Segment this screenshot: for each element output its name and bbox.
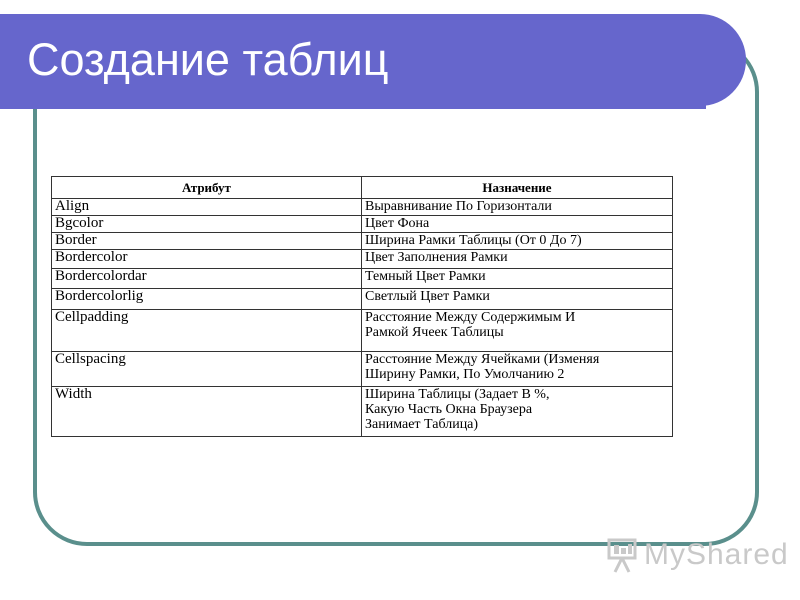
- watermark: [606, 536, 789, 576]
- attribute-cell: Border: [52, 233, 362, 250]
- purpose-cell: Темный Цвет Рамки: [362, 269, 673, 289]
- table-row: [52, 269, 673, 289]
- column-header-attribute: Атрибут: [52, 177, 362, 199]
- purpose-cell: Цвет Заполнения Рамки: [362, 250, 673, 269]
- purpose-cell: Расстояние Между Содержимым И Рамкой Ячеек Таблицы: [362, 310, 673, 352]
- purpose-cell: Выравнивание По Горизонтали: [362, 199, 673, 216]
- purpose-cell: Светлый Цвет Рамки: [362, 289, 673, 310]
- attribute-cell: Bordercolordar: [52, 269, 362, 289]
- watermark-text: MyShared: [644, 538, 789, 571]
- attributes-table: [51, 176, 673, 437]
- table-row: [52, 199, 673, 216]
- attribute-cell: Bordercolor: [52, 250, 362, 269]
- table-row: [52, 387, 673, 437]
- attribute-cell: Width: [52, 387, 362, 437]
- table-header-row: [52, 177, 673, 199]
- table-row: [52, 289, 673, 310]
- attribute-cell: Bordercolorlig: [52, 289, 362, 310]
- attribute-cell: Cellpadding: [52, 310, 362, 352]
- slide-title: Создание таблиц: [27, 34, 389, 85]
- attribute-cell: Cellspacing: [52, 352, 362, 387]
- column-header-purpose: Назначение: [362, 177, 673, 199]
- table-row: [52, 310, 673, 352]
- table-row: [52, 352, 673, 387]
- purpose-cell: Расстояние Между Ячейками (Изменяя Ширину Рамки, По Умолчанию 2: [362, 352, 673, 387]
- purpose-cell: Ширина Таблицы (Задает В %, Какую Часть Окна Браузера Занимает Таблица): [362, 387, 673, 437]
- table-row: [52, 250, 673, 269]
- purpose-cell: Ширина Рамки Таблицы (От 0 До 7): [362, 233, 673, 250]
- presentation-board-icon: [606, 536, 640, 574]
- attribute-cell: Align: [52, 199, 362, 216]
- table-row: [52, 233, 673, 250]
- attribute-cell: Bgcolor: [52, 216, 362, 233]
- purpose-cell: Цвет Фона: [362, 216, 673, 233]
- table-row: [52, 216, 673, 233]
- title-underline: [0, 104, 706, 109]
